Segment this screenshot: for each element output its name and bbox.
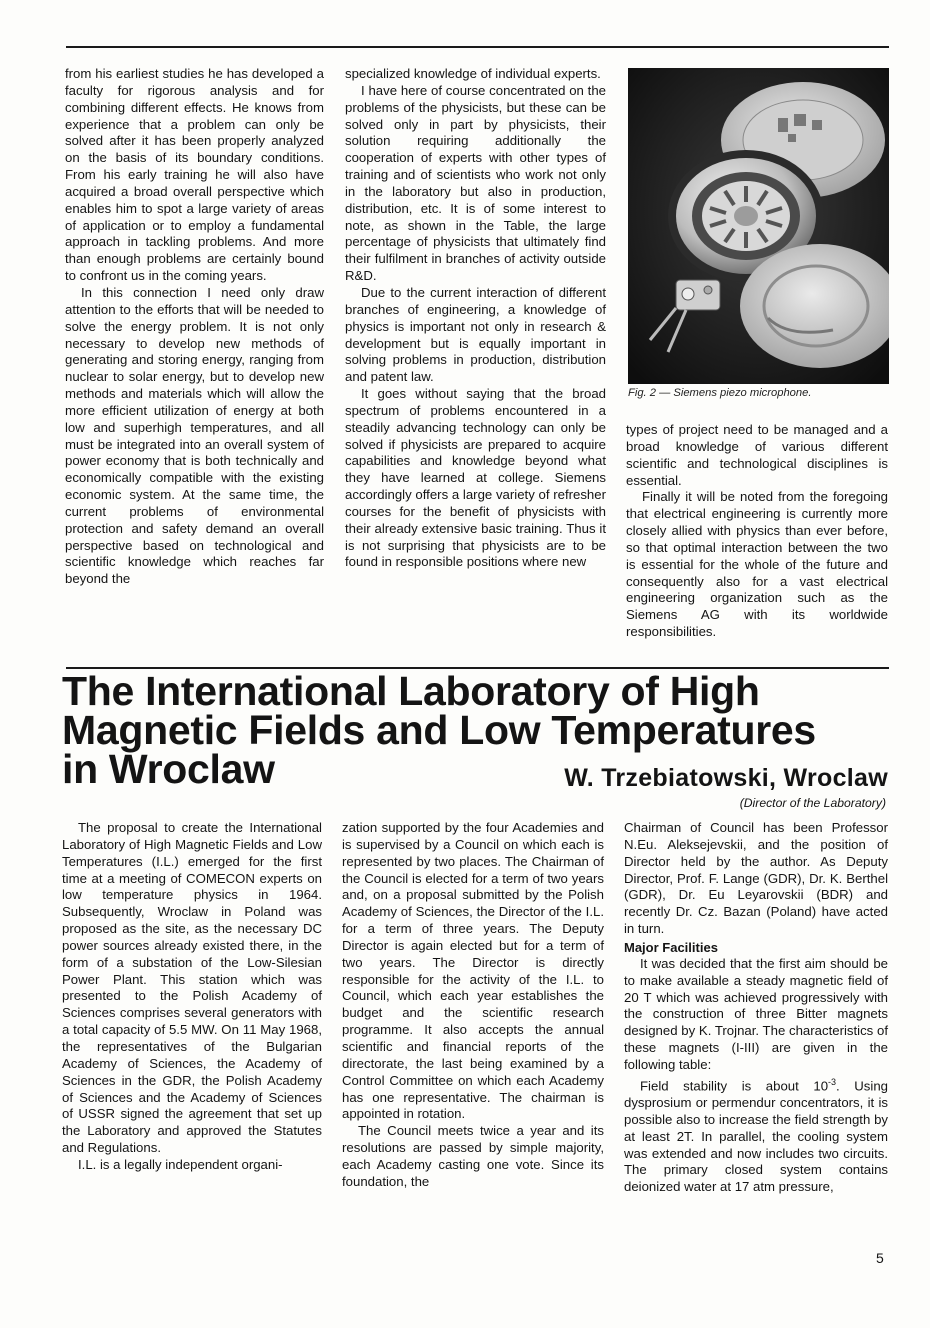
section-heading: Major Facilities xyxy=(624,939,718,955)
figure-photo xyxy=(628,68,889,384)
paragraph: Chairman of Council has been Professor N.Eu. Aleksejevskii, and the position of Director held by the author. As Deputy Director, Prof. F. Lange (GDR), Dr. K. Berthel (GDR), Dr. Eu Leyarovskii (BDR) and recently Dr. Cz. Bazan (Poland) have acted in turn. xyxy=(624,820,888,937)
title-line-1: The International Laboratory of High xyxy=(62,668,760,714)
paragraph: The proposal to create the International Laboratory of High Magnetic Fields and Low Temperatures (I.L.) emerged for the first time at a meeting of COMECON experts on low temperature physics in 1964. Subsequently, Wroclaw in Poland was proposed as the site, as the necessary DC power sources already existed there, in the form of a substation of the Low-Silesian Power Plant. This station which was presented to the Polish Academy of Sciences comprises several generators with a total capacity of 5.5 MW. On 11 May 1968, the representatives of the Bulgarian Academy of Sciences, the Academy of Sciences in the GDR, the Polish Academy of Sciences and the Academy of Sciences of USSR signed the agreement that set up the Laboratory and approved the Statutes and Regulations. xyxy=(62,820,322,1156)
paragraph: In this connection I need only draw attention to the efforts that will be needed to solve the energy problem. It is not only necessary to develop new methods of generating and storing energy, ranging from nuclear to solar energy, but to develop new methods and materials which will allow the more efficient utilization of energy at both low and superhigh temperatures, and all must be integrated into an overall system of power economy that is both technically and economically compatible with the existing economic system. At the same time, the current problems of environmental protection and safety demand an overall perspective based on technological and scientific knowledge which reaches far beyond the xyxy=(65,284,324,587)
figure-caption: Fig. 2 — Siemens piezo microphone. xyxy=(628,387,812,399)
paragraph: It goes without saying that the broad spectrum of problems encountered in a steadily advancing technology can only be solved if physicists are prepared to acquire capabilities and knowledge beyond what they have learned at college. Siemens accordingly offers a large variety of refresher courses for the benefit of physicists with their already extensive basic training. Thus it is not surprising that physicists are to be found in responsible positions where new xyxy=(345,386,606,570)
paragraph: It was decided that the first aim should be to make available a steady magnetic field of 20 T which was achieved progressively with the construction of three Bitter magnets designed by K. Trojnar. The characteristics of these magnets (I-III) are given in the following table: xyxy=(624,955,888,1072)
text-run: . Using dysprosium or permendur concentrators, it is possible also to increase the field strength by at least 2T. In parallel, the cooling system was extended and now includes two circuits. The primary closed system contains deionized water at 17 atm pressure, xyxy=(624,1078,888,1195)
paragraph: types of project need to be managed and a broad knowledge of various different scientific and technological disciplines is essential. xyxy=(626,422,888,488)
superscript: -3 xyxy=(828,1076,837,1087)
title-line-3: in Wroclaw xyxy=(62,746,275,792)
paragraph: Finally it will be noted from the foregoing that electrical engineering is currently more closely allied with physics than ever before, so that optimal interaction between the two is essential for the whole of the future and consequently also for a vast electrical engineering organization such as the Siemens AG with its worldwide responsibilities. xyxy=(626,489,888,640)
paragraph: Due to the current interaction of different branches of engineering, a knowledge of physics is important not only in research & development but is equally important in solving problems in production, distribution and patent law. xyxy=(345,284,606,385)
text-run: Field stability is about 10 xyxy=(640,1078,829,1094)
paragraph xyxy=(624,1074,888,1196)
top-article-column-2 xyxy=(345,66,606,571)
author-role: (Director of the Laboratory) xyxy=(739,796,886,810)
paragraph: zation supported by the four Academies and is supervised by a Council on which each is represented by two places. The Chairman of the Council is elected for a term of two years and, on a proposal submitted by the Polish Academy of Sciences, the Director of the I.L. for a term of three years. The Deputy Director is again elected but for a term of two years. The Director is directly responsible for the activity of the I.L. to Council, which each year establishes the budget and the scientific research programme. It also accepts the annual scientific and financial reports of the directorate, the last being examined by a Control Committee on which each Academy has one representative. The chairman is appointed in rotation. xyxy=(342,820,604,1122)
title-line-2: Magnetic Fields and Low Temperatures xyxy=(62,707,816,753)
paragraph: specialized knowledge of individual experts. xyxy=(345,66,601,81)
microphone-illustration xyxy=(628,68,889,384)
top-article-column-1 xyxy=(65,66,324,588)
article-column-2 xyxy=(342,820,604,1191)
top-article-column-3 xyxy=(626,422,888,641)
top-rule xyxy=(66,46,889,48)
author-byline: W. Trzebiatowski, Wroclaw xyxy=(564,764,888,792)
article-column-3 xyxy=(624,820,888,1196)
paragraph: The Council meets twice a year and its resolutions are passed by simple majority, each Academy casting one vote. Since its foundation, the xyxy=(342,1123,604,1189)
paragraph: from his earliest studies he has developed a faculty for rigorous analysis and for combining different effects. He knows from experience that a problem can only be solved after it has been properly analyzed on the basis of its boundary conditions. From his early training he will also have acquired a broad overall perspective which enables him to spot a large variety of areas of application or to employ a fundamental approach in tackling problems. And more than enough problems are certainly bound to confront us in the coming years. xyxy=(65,66,324,284)
paragraph: I.L. is a legally independent organi- xyxy=(78,1156,283,1172)
article-column-1 xyxy=(62,820,322,1174)
page-number: 5 xyxy=(876,1250,884,1266)
paragraph: I have here of course concentrated on the problems of the physicists, but these can be solved only in part by physicists, their solution requiring additionally the cooperation of experts with other types of training and of scientists who work not only in the laboratory but also in production, distribution, etc. It is of some interest to note, as shown in the Table, the large percentage of physicists that ultimately find their fulfilment in branches of activity outside R&D. xyxy=(345,82,606,284)
